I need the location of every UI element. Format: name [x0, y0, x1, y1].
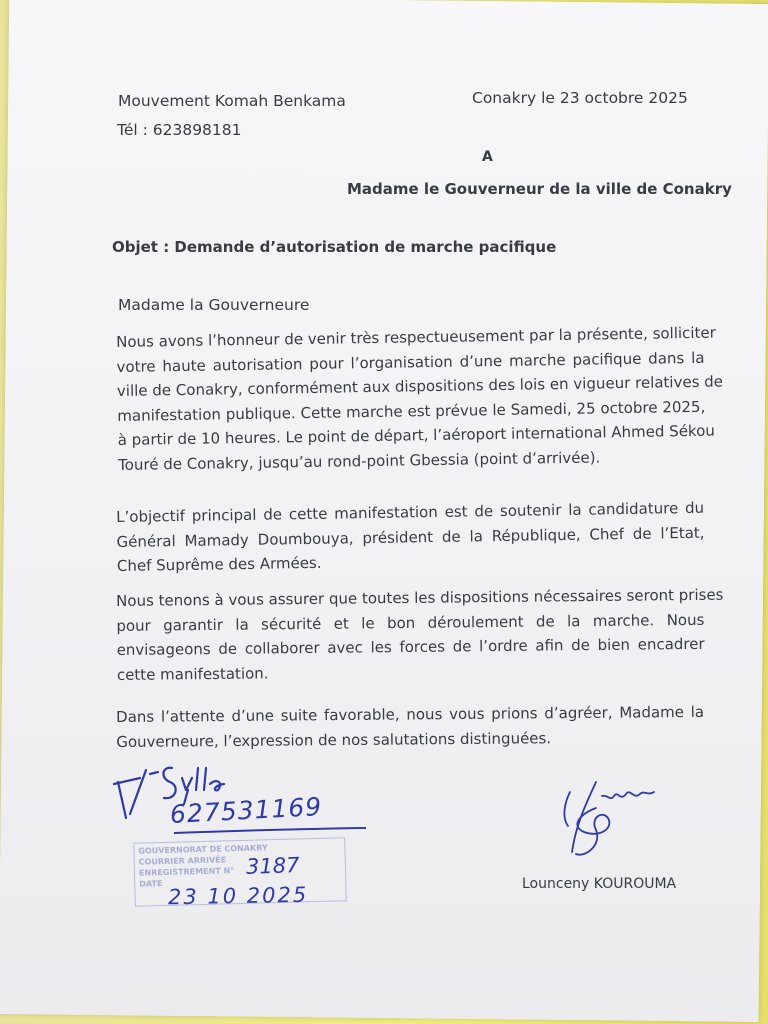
sender-phone: Tél : 623898181 — [117, 121, 242, 139]
text-line: Nous tenons à vous assurer que toutes les dispositions nécessaires seront prises — [116, 585, 724, 610]
stamp-line: ENREGISTREMENT N° — [138, 866, 235, 878]
recipient-marker: A — [482, 149, 493, 165]
addressee: Madame le Gouverneur de la ville de Conakry — [347, 180, 732, 198]
text-line: manifestation publique. Cette marche est prévue le Samedi, 25 octobre 2025, — [117, 397, 706, 425]
text-line: Général Mamady Doumbouya, président de la République, Chef de l’Etat, — [116, 523, 705, 551]
text-line: votre haute autorisation pour l’organisation d’une marche pacifique dans la — [116, 348, 705, 376]
signature — [556, 774, 666, 864]
handwritten-reception-date: 23 10 2025 — [167, 882, 309, 910]
text-line: Dans l’attente d’une suite favorable, nous vous prions d’agréer, Madame la — [116, 702, 705, 726]
paragraph-request — [116, 321, 724, 477]
subject-line: Objet : Demande d’autorisation de marche pacifique — [112, 238, 557, 256]
text-line: envisageons de collaborer avec les forces de l’ordre afin de bien encadrer — [116, 634, 705, 659]
sender-organization: Mouvement Komah Benkama — [118, 92, 346, 110]
phone-underline — [170, 826, 370, 836]
text-line: ville de Conakry, conformément aux dispositions des lois en vigueur relatives de — [116, 372, 724, 400]
paragraph-closing — [116, 700, 704, 754]
text-line: Nous avons l’honneur de venir très respectueusement par la présente, solliciter — [116, 323, 716, 351]
signer-name: Lounceny KOUROUMA — [522, 876, 677, 892]
letter-date: Conakry le 23 octobre 2025 — [472, 89, 688, 107]
text-line: cette manifestation. — [116, 663, 269, 684]
text-line: Touré de Conakry, jusqu’au rond-point Gbessia (point d’arrivée). — [117, 447, 601, 474]
salutation: Madame la Gouverneure — [118, 296, 310, 314]
text-line: Gouverneure, l’expression de nos salutations distinguées. — [116, 728, 552, 751]
text-line: à partir de 10 heures. Le point de départ, l’aéroport international Ahmed Sékou — [117, 421, 715, 449]
text-line: L’objectif principal de cette manifestation est de soutenir la candidature du — [116, 498, 705, 526]
handwritten-registration-number: 3187 — [245, 853, 300, 879]
stamp-line: DATE — [139, 879, 163, 889]
paragraph-security — [116, 583, 724, 687]
handwritten-phone: 627531169 — [169, 792, 323, 829]
stamp-line: COURRIER ARRIVÉE — [138, 855, 227, 867]
paragraph-objective — [116, 496, 705, 579]
text-line: Chef Suprême des Armées. — [116, 553, 322, 575]
stamp-line: GOUVERNORAT DE CONAKRY — [138, 843, 268, 856]
text-line: pour garantir la sécurité et le bon déroulement de la marche. Nous — [116, 610, 705, 635]
